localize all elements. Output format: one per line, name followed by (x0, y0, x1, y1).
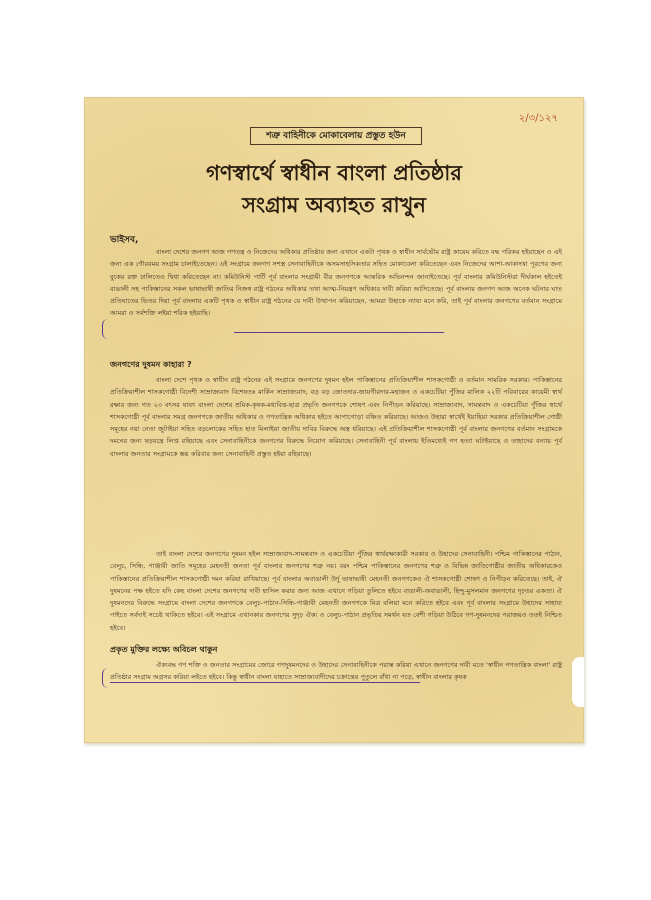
subheading-enemies: জনগণের দুষমন কাহারা ? (110, 360, 192, 369)
pen-underline-1 (234, 332, 444, 333)
pen-margin-mark-2 (102, 668, 111, 688)
leaflet-page (84, 97, 584, 743)
paragraph-3-text: তাই বাংলা দেশের জনগণের দুষমন হইল সাম্রাজ্যবাদ-সামন্তবাদ ও একচেটিয়া পুঁজির স্বার্থরক্ষাকারী সরকার ও উহাদের সেনাবাহিনী। পশ্চিম পাকিস্তানের পাঠান, বেলুচ, সিন্ধি, পাঞ্জাবী জাতি সমূহের মেহনতী জনতা পূর্ব বাংলার জনগণের শত্রু নয়। বরং পশ্চিম পাকিস্তানের জনগণের শত্রু ও বিভিন্ন জাতিগোষ্ঠীর জাতীয় অধিকারকেও পাকিস্তানের প্রতিক্রিয়াশীল শাসকগোষ্ঠী দমন করিয়া রাখিয়াছে। পূর্ব বাংলার অবাঙালী উর্দু ভাষাভাষী মেহনতী জনগণকেও ঐ শাসকগোষ্ঠী শোষণ ও নিপীড়ন করিতেছে। তাই, ঐ দুষমনের পক্ষ হইতে যদি কেহ বাংলা দেশের জনগণের দাবী হাসিল করার জন্য আজ এখানে গড়িয়া তুলিতে হইবে বাঙালী-অবাঙালী, হিন্দু-মুসলমান জনগণের দৃঢ়তর একতা। ঐ দুষমনদের বিরুদ্ধে সংগ্রামে বাংলা দেশের জনগণকে বেলুচ-পাঠান-সিন্ধি-পাঞ্জাবী মেহনতী জনগণকে মিত্র বলিয়া মনে করিতে হইবে এবং পূর্ব বাংলার সংগ্রামে উহাদের সাহায্য পাইতে সর্বদাই সচেষ্ট থাকিতে হইবে। এই সংগ্রামে এখানকার জনগণের সুদৃঢ় ঐক্য ও বেলুচ-পাঠান প্রভৃতির সমর্থন যত বেশী গড়িয়া উঠিবে গণ-দুষমনদের পরাজয়ও ততই নিশ্চিত হইবে। (110, 550, 562, 632)
pen-margin-mark-1 (102, 319, 111, 339)
paragraph-4 (110, 659, 562, 684)
headline-line-2: সংগ্রাম অব্যাহত রাখুন (242, 192, 426, 217)
paragraph-1 (110, 246, 562, 320)
pen-underline-2 (110, 682, 420, 683)
paragraph-2-text: বাংলা দেশে পৃথক ও স্বাধীন রাষ্ট্র গঠনের এই সংগ্রামে জনগণের দুষমন হইল পাকিস্তানের প্রতিক্রিয়াশীল শাসকগোষ্ঠী ও বর্তমান সামরিক সরকার। পাকিস্তানের প্রতিক্রিয়াশীল শাসকগোষ্ঠী বিদেশী সাম্রাজ্যবাদ বিশেষতঃ মার্কিন সাম্রাজ্যবাদ, বড় বড় জোতদার-জায়গীরদার-মহাজন ও একচেটিয়া পুঁজির মালিক ২২টি পরিবারের কায়েমী স্বার্থ রক্ষার জন্য গত ২৩ বৎসর যাবৎ বাংলা দেশের শ্রমিক-কৃষক-মধ্যবিত্ত-ছাত্র প্রভৃতি জনগণকে শোষণ এবং নিপীড়ন করিয়াছে। সাম্রাজ্যবাদ, সামন্তবাদ ও একচেটিয়া পুঁজির স্বার্থে শাসকগোষ্ঠী পূর্ব বাংলার সমগ্র জনগণকে জাতীয় অধিকার ও গণতান্ত্রিক অধিকার হইতে আগাগোড়া বঞ্চিত করিয়াছে। আজও উহারা স্বার্থেই ইয়াহিয়া সরকার প্রতিক্রিয়াশীল গোষ্ঠী সমূহের নয়া নেতা জুটাইয়া সহিত বড়লোকের সহিত হাত মিলাইয়া জাতীয় দাবির বিরুদ্ধে অস্ত্র ধরিয়াছে। এই প্রতিক্রিয়াশীল শাসকগোষ্ঠী পূর্ব বাংলার জনগণের বর্তমান সংগ্রামকে দমনের জন্য ষড়যন্ত্রে লিপ্ত রহিয়াছে এবং সেনাবাহিনীকে জনগণের বিরুদ্ধে নিয়োগ করিয়াছে। সেনাবাহিনী পূর্ব বাংলায় ইতিমধ্যেই গণ হত্যা ঘটাইয়াছে ও তাহাদের বন্যায় পূর্ব বাংলার জনতার সংগ্রামকে স্তব্ধ করিবার জন্য সেনাবাহিনী প্রস্তুত হইয়া রহিয়াছে। (110, 376, 562, 458)
handwritten-reference-number: ২/৩/১২৭ (518, 113, 558, 124)
paragraph-1-text: বাংলা দেশের জনগণ আজ গণতন্ত্র ও নিজেদের অধিকার প্রতিষ্ঠার জন্য এখানে একটা পৃথক ও স্বাধীন সার্বভৌম রাষ্ট্র কায়েম করিতে বদ্ধ পরিকর হইয়াছেন ও এই জন্য এক গৌরবময় সংগ্রাম চালাইতেছেন। এই সংগ্রামে জনগণ সশস্ত্র সেনাবাহিনীকে অসমসাহসিকতার সহিত মোকাবেলা করিতেছেন এবং নিজেদের আশা-আকাংখা পূরণের জন্য বুকের রক্ত ঢালিতেও দ্বিধা করিতেছেন না। কমিউনিস্ট পার্টি পূর্ব বাংলার সংগ্রামী বীর জনগণকে আন্তরিক অভিনন্দন জানাইতেছে। পূর্ব বাংলার কমিউনিস্টরা দীর্ঘকাল হইতেই বাঙালী সহ পাকিস্তানের সকল ভাষাভাষী জাতির নিজস্ব রাষ্ট্র গঠনের অধিকার তথা আত্ম-নিয়ন্ত্রণ অধিকার দাবী করিয়া আসিতেছে। পূর্ব বাংলার জনগণ আজ অনেক ঘটনার ঘাত প্রতিঘাতের ভিতর দিয়া পূর্ব বাংলায় একটি পৃথক ও স্বাধীন রাষ্ট্র গঠনের যে দাবী উত্থাপন করিয়াছেন, আমরা উহাকে ন্যায্য মনে করি, তাই পূর্ব বাংলার জনগণের বর্তমান সংগ্রামে আমরা ও সর্বশক্তি লইয়া শরিক হইয়াছি। (110, 248, 562, 318)
torn-edge (572, 657, 584, 707)
paragraph-3 (110, 548, 562, 634)
paragraph-2 (110, 374, 562, 460)
slogan-box: শত্রু বাহিনীকে মোকাবেলায় প্রস্তুত হউন (250, 127, 422, 145)
paragraph-4-text: ঐক্যবদ্ধ গণ শক্তি ও জনতার সংগ্রামের জোরে গণদুষমনদের ও উহাদের সেনাবাহিনীকে পরাস্ত করিয়া এখানে জনগণের দাবী মতে 'স্বাধীন গণতান্ত্রিক বাংলা' রাষ্ট্র প্রতিষ্ঠার সংগ্রাম অগ্রসর করিয়া লইতে হইবে। কিন্তু স্বাধীন বাংলা যাহাতে সাম্রাজ্যবাদীদের চক্রান্তের পুতুলে বাঁধা না পড়ে, স্বাধীন বাংলার কৃষক (110, 661, 562, 682)
headline-line-1: গণস্বার্থে স্বাধীন বাংলা প্রতিষ্ঠার (206, 160, 462, 185)
subheading-liberation: প্রকৃত মুক্তির লক্ষ্যে অবিচল থাকুন (110, 645, 218, 654)
salutation: ভাইসব, (110, 235, 139, 245)
